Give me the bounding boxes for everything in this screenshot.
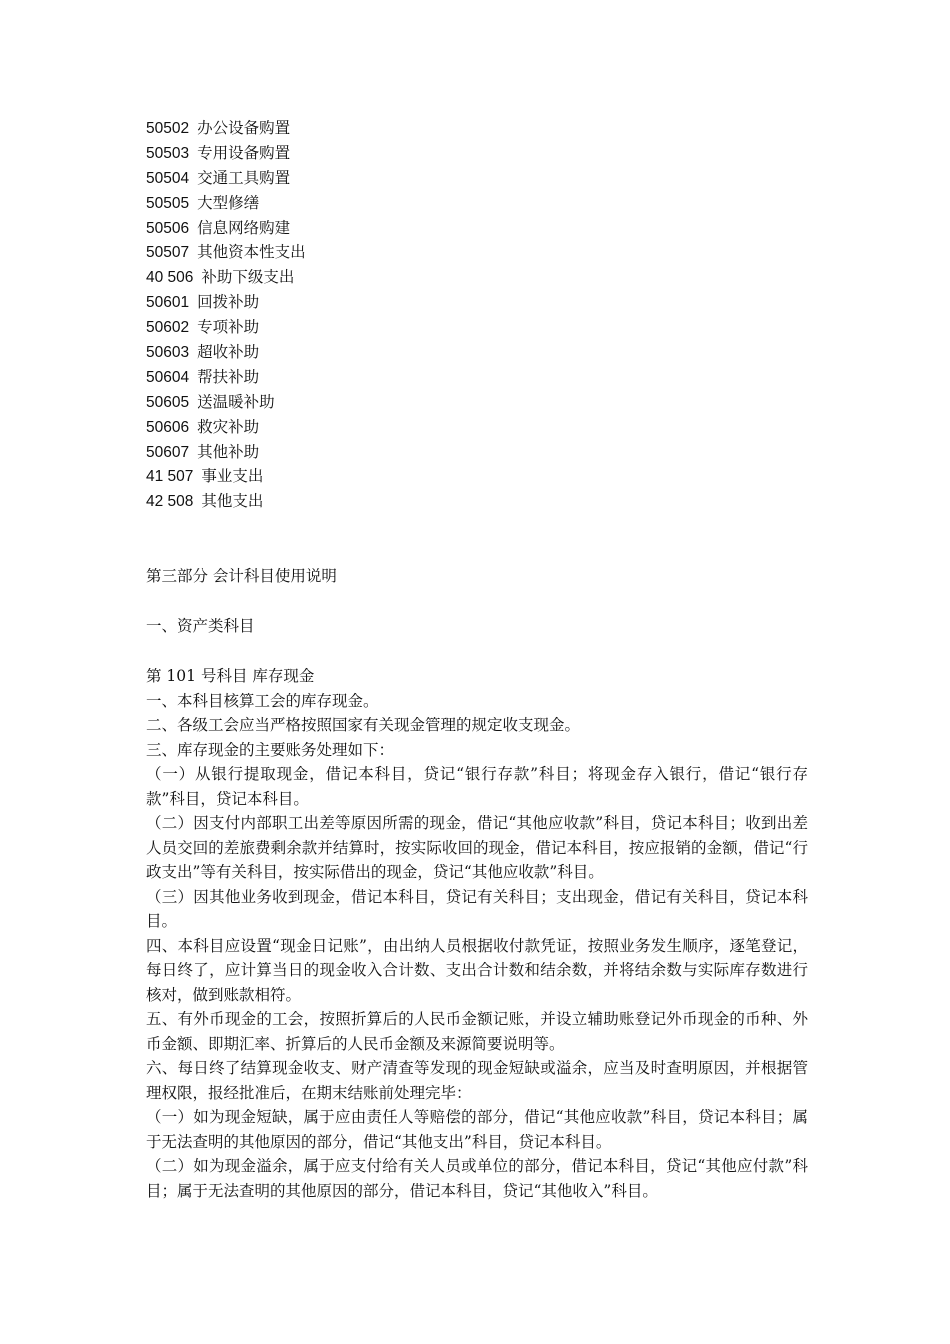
paragraph: （一）从银行提取现金，借记本科目，贷记“银行存款”科目；将现金存入银行，借记“银行存款”科目，贷记本科目。	[146, 765, 808, 808]
account-name: 大型修缮	[197, 193, 260, 212]
list-item	[146, 365, 306, 390]
list-item	[146, 390, 306, 415]
account-name: 送温暖补助	[197, 392, 275, 411]
account-name: 其他补助	[197, 442, 260, 461]
list-item	[146, 141, 306, 166]
list-item	[146, 489, 306, 514]
paragraph: 一、本科目核算工会的库存现金。	[146, 691, 379, 710]
list-item	[146, 290, 306, 315]
account-name: 补助下级支出	[201, 268, 295, 287]
account-code: 50601	[146, 294, 190, 312]
list-item	[146, 440, 306, 465]
account-name: 其他资本性支出	[197, 243, 306, 262]
list-item	[146, 191, 306, 216]
subject-description	[146, 664, 808, 1203]
account-code-list	[146, 116, 306, 514]
account-name: 超收补助	[197, 343, 260, 362]
account-name: 其他支出	[201, 492, 264, 511]
paragraph: 四、本科目应设置“现金日记账”，由出纳人员根据收付款凭证，按照业务发生顺序，逐笔登记，每日终了，应计算当日的现金收入合计数、支出合计数和结余数，并将结余数与实际库存数进行核对，做到账款相符。	[146, 936, 808, 1004]
account-name: 救灾补助	[197, 417, 260, 436]
account-code: 50507	[146, 244, 190, 262]
list-item	[146, 216, 306, 241]
account-name: 交通工具购置	[197, 168, 291, 187]
account-code: 50607	[146, 443, 190, 461]
list-item	[146, 340, 306, 365]
account-name: 事业支出	[201, 467, 264, 486]
account-code: 50504	[146, 169, 190, 187]
account-code: 42 508	[146, 493, 194, 511]
account-code: 50506	[146, 219, 190, 237]
paragraph: 五、有外币现金的工会，按照折算后的人民币金额记账，并设立辅助账登记外币现金的币种、外币金额、即期汇率、折算后的人民币金额及来源简要说明等。	[146, 1010, 808, 1053]
account-code: 50604	[146, 368, 190, 386]
account-code: 50606	[146, 418, 190, 436]
paragraph: （二）因支付内部职工出差等原因所需的现金，借记“其他应收款”科目，贷记本科目；收到出差人员交回的差旅费剩余款并结算时，按实际收回的现金，借记本科目，按应报销的金额，借记“行政支出”等有关科目，按实际借出的现金，贷记“其他应收款”科目。	[146, 814, 808, 881]
list-item	[146, 464, 306, 489]
account-code: 50602	[146, 319, 190, 337]
list-item	[146, 116, 306, 141]
section-title: 一、资产类科目	[146, 617, 255, 635]
account-name: 回拨补助	[197, 293, 260, 312]
account-code: 41 507	[146, 468, 194, 486]
account-code: 50502	[146, 120, 190, 137]
paragraph: 三、库存现金的主要账务处理如下：	[146, 740, 395, 759]
account-code: 50603	[146, 344, 190, 362]
list-item	[146, 265, 306, 290]
list-item	[146, 315, 306, 340]
account-name: 专用设备购置	[197, 143, 291, 162]
paragraph: 二、各级工会应当严格按照国家有关现金管理的规定收支现金。	[146, 716, 581, 734]
paragraph: （二）如为现金溢余，属于应支付给有关人员或单位的部分，借记本科目，贷记“其他应付款”科目；属于无法查明的其他原因的部分，借记本科目，贷记“其他收入”科目。	[146, 1157, 808, 1200]
paragraph: （一）如为现金短缺，属于应由责任人等赔偿的部分，借记“其他应收款”科目，贷记本科目；属于无法查明的其他原因的部分，借记“其他支出”科目，贷记本科目。	[146, 1108, 808, 1151]
subject-title: 第 101 号科目 库存现金	[146, 667, 315, 685]
part-title: 第三部分 会计科目使用说明	[146, 567, 337, 585]
account-name: 专项补助	[197, 318, 260, 337]
account-code: 50605	[146, 393, 190, 411]
account-code: 50505	[146, 194, 190, 212]
account-name: 信息网络购建	[197, 218, 291, 237]
paragraph: 六、每日终了结算现金收支、财产清查等发现的现金短缺或溢余，应当及时查明原因，并根据管理权限，报经批准后，在期末结账前处理完毕：	[146, 1059, 808, 1102]
paragraph: （三）因其他业务收到现金，借记本科目，贷记有关科目；支出现金，借记有关科目，贷记本科目。	[146, 887, 808, 930]
list-item	[146, 240, 306, 265]
list-item	[146, 415, 306, 440]
account-name: 办公设备购置	[197, 119, 291, 137]
account-name: 帮扶补助	[197, 367, 260, 386]
account-code: 40 506	[146, 269, 194, 287]
account-code: 50503	[146, 144, 190, 162]
list-item	[146, 166, 306, 191]
